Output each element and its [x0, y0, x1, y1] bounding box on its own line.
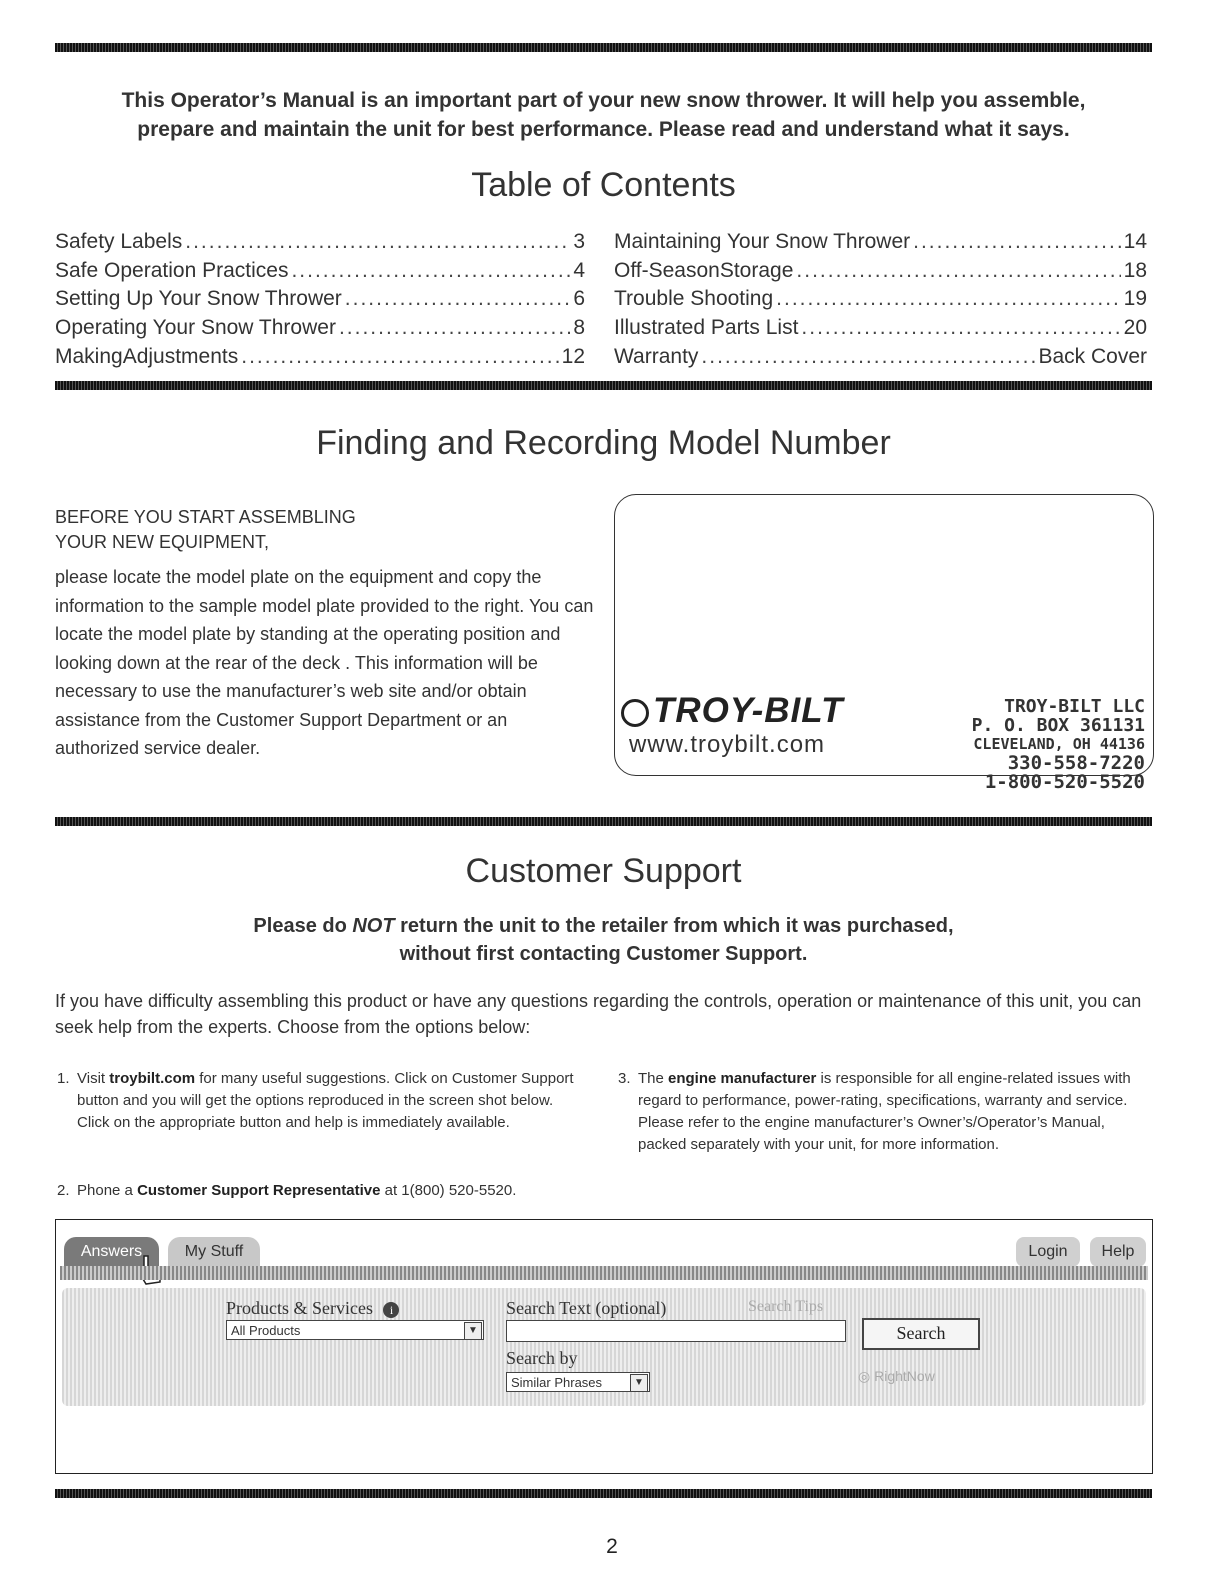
toc-leader-dots	[796, 257, 1120, 286]
toc-right-column	[614, 228, 1147, 372]
toc-entry-page: 20	[1123, 316, 1147, 340]
login-link[interactable]: Login	[1016, 1237, 1080, 1267]
toc-entry-label: Safety Labels	[55, 230, 183, 253]
toc-entry-label: MakingAdjustments	[55, 344, 239, 368]
rule-2	[55, 381, 1152, 390]
page-number: 2	[606, 1535, 618, 1558]
toc-entry	[614, 228, 1147, 257]
toc-entry-page: 19	[1123, 287, 1147, 311]
website-screenshot	[55, 1219, 1153, 1474]
plate-website: www.troybilt.com	[629, 731, 826, 758]
toc-entry	[614, 257, 1147, 286]
toc-entry-label: Off-SeasonStorage	[614, 258, 794, 282]
intro-text	[55, 86, 1152, 144]
intro-line-1: This Operator’s Manual is an important part of your new snow thrower. It will help you assemble,	[121, 89, 1086, 112]
toc-entry	[55, 228, 585, 257]
toc-entry-label: Illustrated Parts List	[614, 316, 799, 340]
search-text-input[interactable]	[506, 1320, 846, 1342]
intro-line-2: prepare and maintain the unit for best performance. Please read and understand what it says.	[137, 118, 1070, 141]
rightnow-swirl-icon: ◎	[858, 1368, 871, 1384]
search-by-value: Similar Phrases	[511, 1375, 603, 1390]
support-sub-c: return the unit to the retailer from which it was purchased,	[394, 915, 954, 937]
products-select[interactable]	[226, 1320, 484, 1340]
top-rule	[55, 43, 1152, 52]
toc-leader-dots	[241, 343, 558, 372]
rightnow-text: RightNow	[874, 1368, 935, 1384]
search-text-label: Search Text (optional)	[506, 1298, 667, 1318]
plate-pobox: P. O. BOX 361131	[971, 715, 1145, 736]
plate-address	[972, 697, 1145, 792]
bottom-rule	[55, 1489, 1152, 1498]
toc-entry-page: Back Cover	[1038, 344, 1147, 368]
option-3	[618, 1068, 1150, 1156]
support-body: If you have difficulty assembling this product or have any questions regarding the controls, operation or maintenance of this unit, you can seek help from the experts. Choose from the options below:	[55, 991, 1142, 1037]
support-subtitle	[55, 912, 1152, 968]
option-2-c: at 1(800) 520-5520.	[380, 1182, 517, 1199]
logo-text: TROY-BILT	[653, 691, 844, 730]
toc-entry	[55, 314, 585, 343]
help-link[interactable]: Help	[1090, 1237, 1146, 1267]
plate-phone-2: 1-800-520-5520	[984, 771, 1145, 793]
option-2-a: Phone a	[77, 1182, 138, 1199]
search-by-select[interactable]	[506, 1372, 650, 1392]
toc-entry-page: 14	[1123, 230, 1147, 253]
toc-title: Table of Contents	[471, 166, 736, 204]
support-sub-2: without first contacting Customer Support.	[399, 943, 808, 965]
toc-entry-page: 18	[1123, 258, 1147, 282]
search-by-label: Search by	[506, 1348, 578, 1368]
option-2-bold: Customer Support Representative	[137, 1182, 381, 1199]
option-2-number: 2.	[57, 1182, 70, 1199]
plate-company: TROY-BILT LLC	[1004, 696, 1145, 717]
option-3-number: 3.	[618, 1070, 631, 1087]
plate-city: CLEVELAND, OH 44136	[973, 735, 1145, 753]
tab-answers[interactable]: Answers	[64, 1237, 159, 1267]
toc-entry-page: 8	[573, 316, 585, 340]
toc-leader-dots	[701, 343, 1035, 372]
products-select-value: All Products	[231, 1323, 301, 1338]
toc-entry	[614, 343, 1147, 372]
toc-entry-page: 6	[573, 287, 585, 311]
toc-leader-dots	[345, 285, 571, 314]
toc-leader-dots	[913, 228, 1121, 257]
model-instructions	[55, 505, 595, 763]
option-3-c: is responsible for all engine-related issues with regard to performance, power-rating, specifications, warranty and service. Please refer to the engine manufacturer’s Owner’s/Operator’s Manual, packed separately with your unit, for more information.	[638, 1070, 1131, 1153]
option-3-a: The	[638, 1070, 669, 1087]
option-1-a: Visit	[77, 1070, 110, 1087]
toc-entry-page: 3	[573, 230, 585, 253]
option-1	[57, 1068, 587, 1134]
option-3-bold: engine manufacturer	[668, 1070, 817, 1087]
option-1-number: 1.	[57, 1070, 70, 1087]
products-label-text: Products & Services	[226, 1298, 373, 1318]
toc-entry	[55, 285, 585, 314]
toc-leader-dots	[291, 257, 570, 286]
toc-leader-dots	[185, 228, 570, 257]
option-1-c: for many useful suggestions. Click on Customer Support button and you will get the options reproduced in the screen shot below. Click on the appropriate button and help is immediately available.	[77, 1070, 574, 1131]
toc-entry-label: Operating Your Snow Thrower	[55, 316, 336, 340]
option-2	[57, 1180, 597, 1202]
toc-leader-dots	[776, 285, 1120, 314]
toc-entry	[55, 343, 585, 372]
nav-bar	[60, 1266, 1148, 1280]
search-tips-link[interactable]: Search Tips	[748, 1298, 824, 1315]
chevron-down-icon[interactable]: ▼	[630, 1374, 648, 1392]
option-1-link: troybilt.com	[109, 1070, 196, 1087]
toc-entry	[55, 257, 585, 286]
toc-leader-dots	[801, 314, 1120, 343]
toc-entry-label: Trouble Shooting	[614, 287, 774, 311]
model-title: Finding and Recording Model Number	[316, 424, 891, 462]
model-body: please locate the model plate on the equipment and copy the information to the sample model plate provided to the right. You can locate the model plate by standing at the operating position and looking down at the rear of the deck . This information will be necessary to use the manufacturer’s web site and/or obtain assistance from the Customer Support Department or an authorized service dealer.	[55, 567, 594, 758]
toc-entry-page: 4	[573, 258, 585, 282]
search-button[interactable]: Search	[862, 1318, 980, 1350]
logo-circle-icon	[621, 699, 649, 727]
toc-entry-label: Warranty	[614, 344, 699, 368]
support-sub-not: NOT	[352, 915, 395, 937]
toc-left-column	[55, 228, 585, 372]
chevron-down-icon[interactable]: ▼	[464, 1322, 482, 1340]
search-panel	[62, 1288, 1146, 1406]
support-sub-a: Please do	[253, 915, 353, 937]
model-caps-1: BEFORE YOU START ASSEMBLING	[55, 507, 356, 527]
rightnow-logo	[858, 1368, 935, 1385]
support-title: Customer Support	[465, 852, 742, 890]
model-caps-2: YOUR NEW EQUIPMENT,	[55, 532, 270, 552]
toc-entry	[614, 314, 1147, 343]
toc-entry-label: Maintaining Your Snow Thrower	[614, 230, 911, 253]
toc-entry-page: 12	[561, 344, 585, 368]
toc-entry-label: Setting Up Your Snow Thrower	[55, 287, 342, 311]
rule-3	[55, 817, 1152, 826]
plate-phone-1: 330-558-7220	[1007, 752, 1145, 774]
toc-entry-label: Safe Operation Practices	[55, 258, 289, 282]
products-label	[226, 1298, 399, 1319]
info-icon[interactable]: i	[383, 1302, 399, 1318]
toc-leader-dots	[339, 314, 570, 343]
tab-my-stuff[interactable]: My Stuff	[168, 1237, 260, 1267]
model-plate	[614, 494, 1154, 793]
troybilt-logo	[621, 691, 843, 731]
toc-entry	[614, 285, 1147, 314]
